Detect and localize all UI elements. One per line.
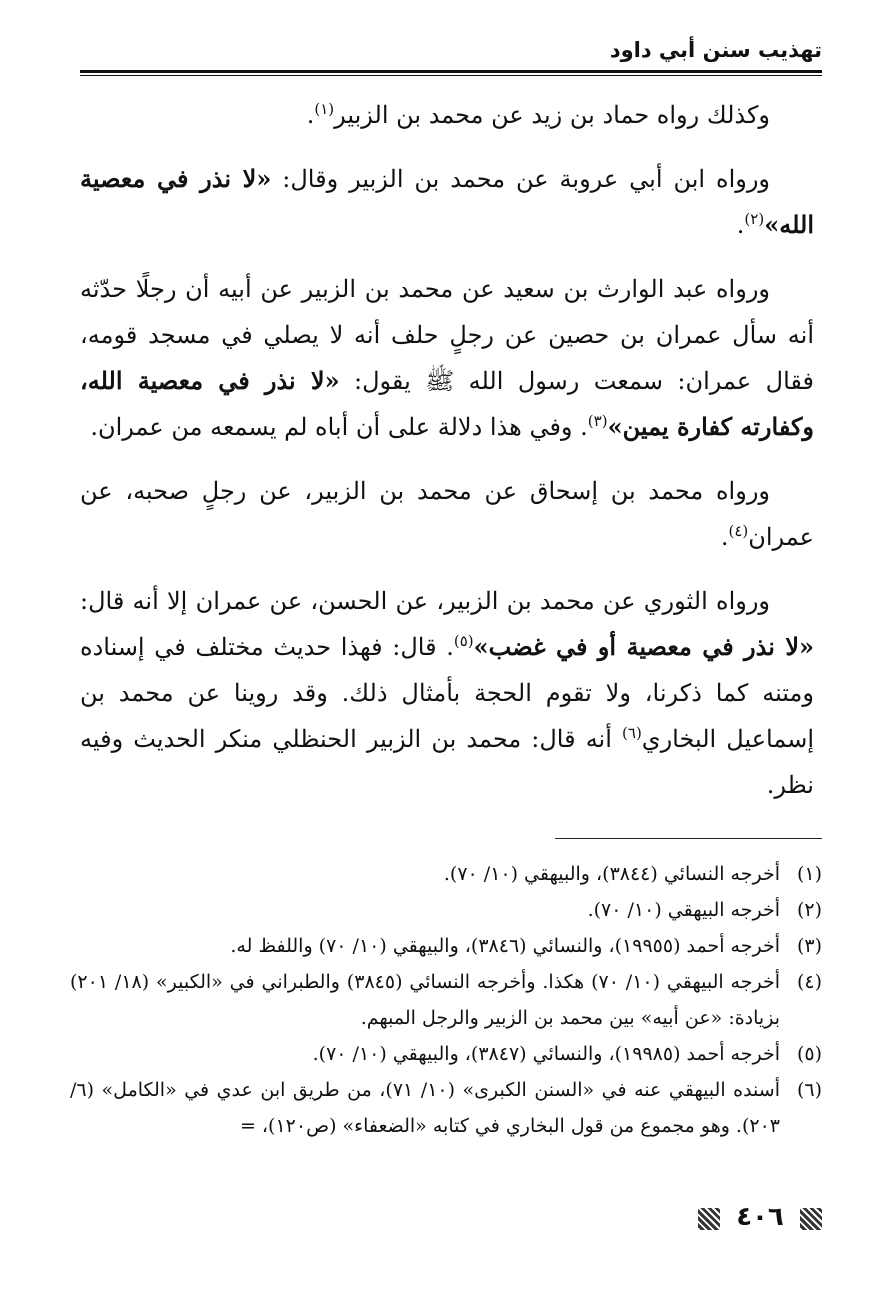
ornament-icon [698,1208,720,1230]
paragraph-1: وكذلك رواه حماد بن زيد عن محمد بن الزبير$^{(١)}$. [306,100,770,129]
paragraph-3: ورواه عبد الوارث بن سعيد عن محمد بن الزبير عن أبيه أن رجلًا حدّثه أنه سأل عمران بن حصين عن رجلٍ حلف أنه لا يصلي في مسجد قومه، فقال عمران: سمعت رسول الله ﷺ يقول: «لا نذر في معصية الله، وكفارته كفارة يمين»$^{(٣)}$. وفي هذا دلالة على أن أباه لم يسمعه من عمران. [80,275,815,441]
footnote-number: (٣) [796,935,822,957]
paragraph-5: ورواه الثوري عن محمد بن الزبير، عن الحسن، عن عمران إلا أنه قال: «لا نذر في معصية أو في غضب»$^{(٥)}$. قال: فهذا حديث مختلف في إسناده ومتنه كما ذكرنا، ولا تقوم الحجة بأمثال ذلك. وقد روينا عن محمد بن إسماعيل البخاري$^{(٦)}$ أنه قال: محمد بن الزبير الحنظلي منكر الحديث وفيه نظر. [80,587,815,799]
footnote-ref-6[interactable]: (٦) [622,724,642,742]
paragraph-4: ورواه محمد بن إسحاق عن محمد بن الزبير، عن رجلٍ صحبه، عن عمران$^{(٤)}$. [80,477,814,551]
footnote-item [70,928,822,964]
hadith-quote: «لا نذر في معصية الله» [80,164,814,239]
footnote-item [70,856,822,892]
paragraph-2: ورواه ابن أبي عروبة عن محمد بن الزبير وقال: «لا نذر في معصية الله»$^{(٢)}$. [80,164,814,239]
book-title: تهذيب سنن أبي داود [609,38,822,62]
running-header [80,30,822,74]
hadith-quote: «لا نذر في معصية الله، وكفارته كفارة يمين» [80,366,814,441]
footnote-item [70,892,822,928]
header-rule-thick [80,70,822,73]
page-number: ٤٠٦ [736,1202,784,1232]
header-rule-thin [80,75,822,76]
footnote-text: أخرجه النسائي (٣٨٤٤)، والبيهقي (١٠/ ٧٠). [443,863,780,885]
footnote-number: (٢) [796,899,822,921]
footnote-ref-1[interactable]: (١) [314,100,335,118]
footnote-ref-3[interactable]: (٣) [587,412,608,430]
footnote-ref-2[interactable]: (٢) [744,210,765,228]
footnote-text: أسنده البيهقي عنه في «السنن الكبرى» (١٠/ ٧١)، من طريق ابن عدي في «الكامل» (٦/ ٢٠٣). وهو مجموع من قول البخاري في كتابه «الضعفاء» (ص١٢٠)، = [70,1079,780,1137]
main-text [80,92,814,826]
footnote-ref-4[interactable]: (٤) [728,522,749,540]
footnote-text: أخرجه أحمد (١٩٩٨٥)، والنسائي (٣٨٤٧)، والبيهقي (١٠/ ٧٠). [312,1043,780,1065]
hadith-quote: «لا نذر في معصية أو في غضب» [473,632,815,661]
footnote-text: أخرجه البيهقي (١٠/ ٧٠). [587,899,780,921]
footnote-number: (٥) [796,1043,822,1065]
footnote-ref-5[interactable]: (٥) [453,632,474,650]
footnote-item [70,1072,822,1144]
footnotes [70,856,822,1144]
ornament-icon [800,1208,822,1230]
footnote-number: (١) [796,863,822,885]
footnote-item [70,1036,822,1072]
footnote-text: أخرجه البيهقي (١٠/ ٧٠) هكذا. وأخرجه النسائي (٣٨٤٥) والطبراني في «الكبير» (١٨/ ٢٠١) بزيادة: «عن أبيه» بين محمد بن الزبير والرجل المبهم. [70,971,780,1029]
footnote-number: (٦) [796,1079,822,1101]
footnote-number: (٤) [796,971,822,993]
footnote-separator [555,838,822,839]
footnote-text: أخرجه أحمد (١٩٩٥٥)، والنسائي (٣٨٤٦)، والبيهقي (١٠/ ٧٠) واللفظ له. [230,935,780,957]
footnote-item [70,964,822,1036]
page-footer [0,1200,892,1240]
